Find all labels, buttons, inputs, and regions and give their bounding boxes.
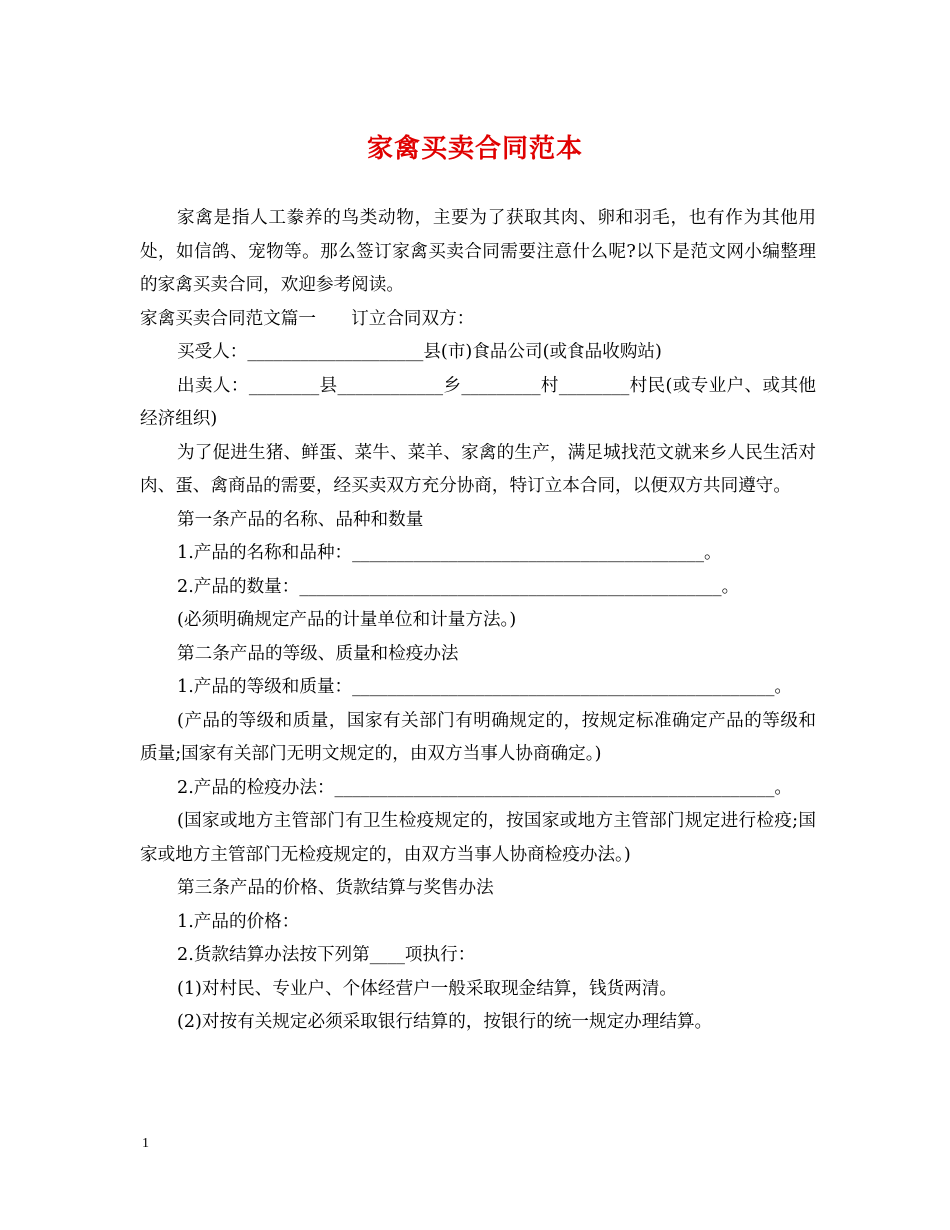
page-number: 1 bbox=[142, 1136, 149, 1151]
contract-parties-heading: 家禽买卖合同范文篇一 订立合同双方： bbox=[140, 308, 475, 329]
grade-quality-note: (产品的等级和质量，国家有关部门有明确规定的，按规定标准确定产品的等级和质量;国家有关部门无明文规定的，由双方当事人协商确定。) bbox=[140, 710, 816, 764]
purpose-paragraph: 为了促进生猪、鲜蛋、菜牛、菜羊、家禽的生产，满足城找范文就来乡人民生活对肉、蛋、禽商品的需要，经买卖双方充分协商，特订立本合同，以便双方共同遵守。 bbox=[140, 442, 816, 496]
document-body bbox=[140, 202, 816, 1040]
grade-quality-line: 1.产品的等级和质量：________________________________________________。 bbox=[177, 677, 792, 697]
product-name-line: 1.产品的名称和品种：________________________________________。 bbox=[177, 543, 722, 563]
article-one-heading: 第一条产品的名称、品种和数量 bbox=[177, 509, 424, 530]
quantity-note: (必须明确规定产品的计量单位和计量方法。) bbox=[177, 610, 517, 630]
article-two-heading: 第二条产品的等级、质量和检疫办法 bbox=[177, 643, 459, 664]
buyer-line: 买受人：____________________县(市)食品公司(或食品收购站) bbox=[177, 342, 662, 362]
seller-line: 出卖人：________县____________乡_________村________村民(或专业户、或其他经济组织) bbox=[140, 375, 816, 429]
document-title: 家禽买卖合同范本 bbox=[366, 134, 583, 164]
settlement-method-line: 2.货款结算办法按下列第____项执行： bbox=[177, 945, 476, 965]
bank-settlement-line: (2)对按有关规定必须采取银行结算的，按银行的统一规定办理结算。 bbox=[177, 1012, 713, 1032]
intro-paragraph: 家禽是指人工豢养的鸟类动物，主要为了获取其肉、卵和羽毛，也有作为其他用处，如信鸽、宠物等。那么签订家禽买卖合同需要注意什么呢?以下是范文网小编整理的家禽买卖合同，欢迎参考阅读。 bbox=[140, 208, 816, 295]
product-quantity-line: 2.产品的数量：________________________________________________。 bbox=[177, 576, 740, 597]
cash-settlement-line: (1)对村民、专业户、个体经营户一般采取现金结算，钱货两清。 bbox=[177, 978, 677, 999]
price-line: 1.产品的价格： bbox=[177, 911, 300, 932]
quarantine-note: (国家或地方主管部门有卫生检疫规定的，按国家或地方主管部门规定进行检疫;国家或地方主管部门无检疫规定的，由双方当事人协商检疫办法。) bbox=[140, 811, 816, 865]
quarantine-method-line: 2.产品的检疫办法：__________________________________________________。 bbox=[177, 777, 792, 798]
article-three-heading: 第三条产品的价格、货款结算与奖售办法 bbox=[177, 878, 494, 898]
